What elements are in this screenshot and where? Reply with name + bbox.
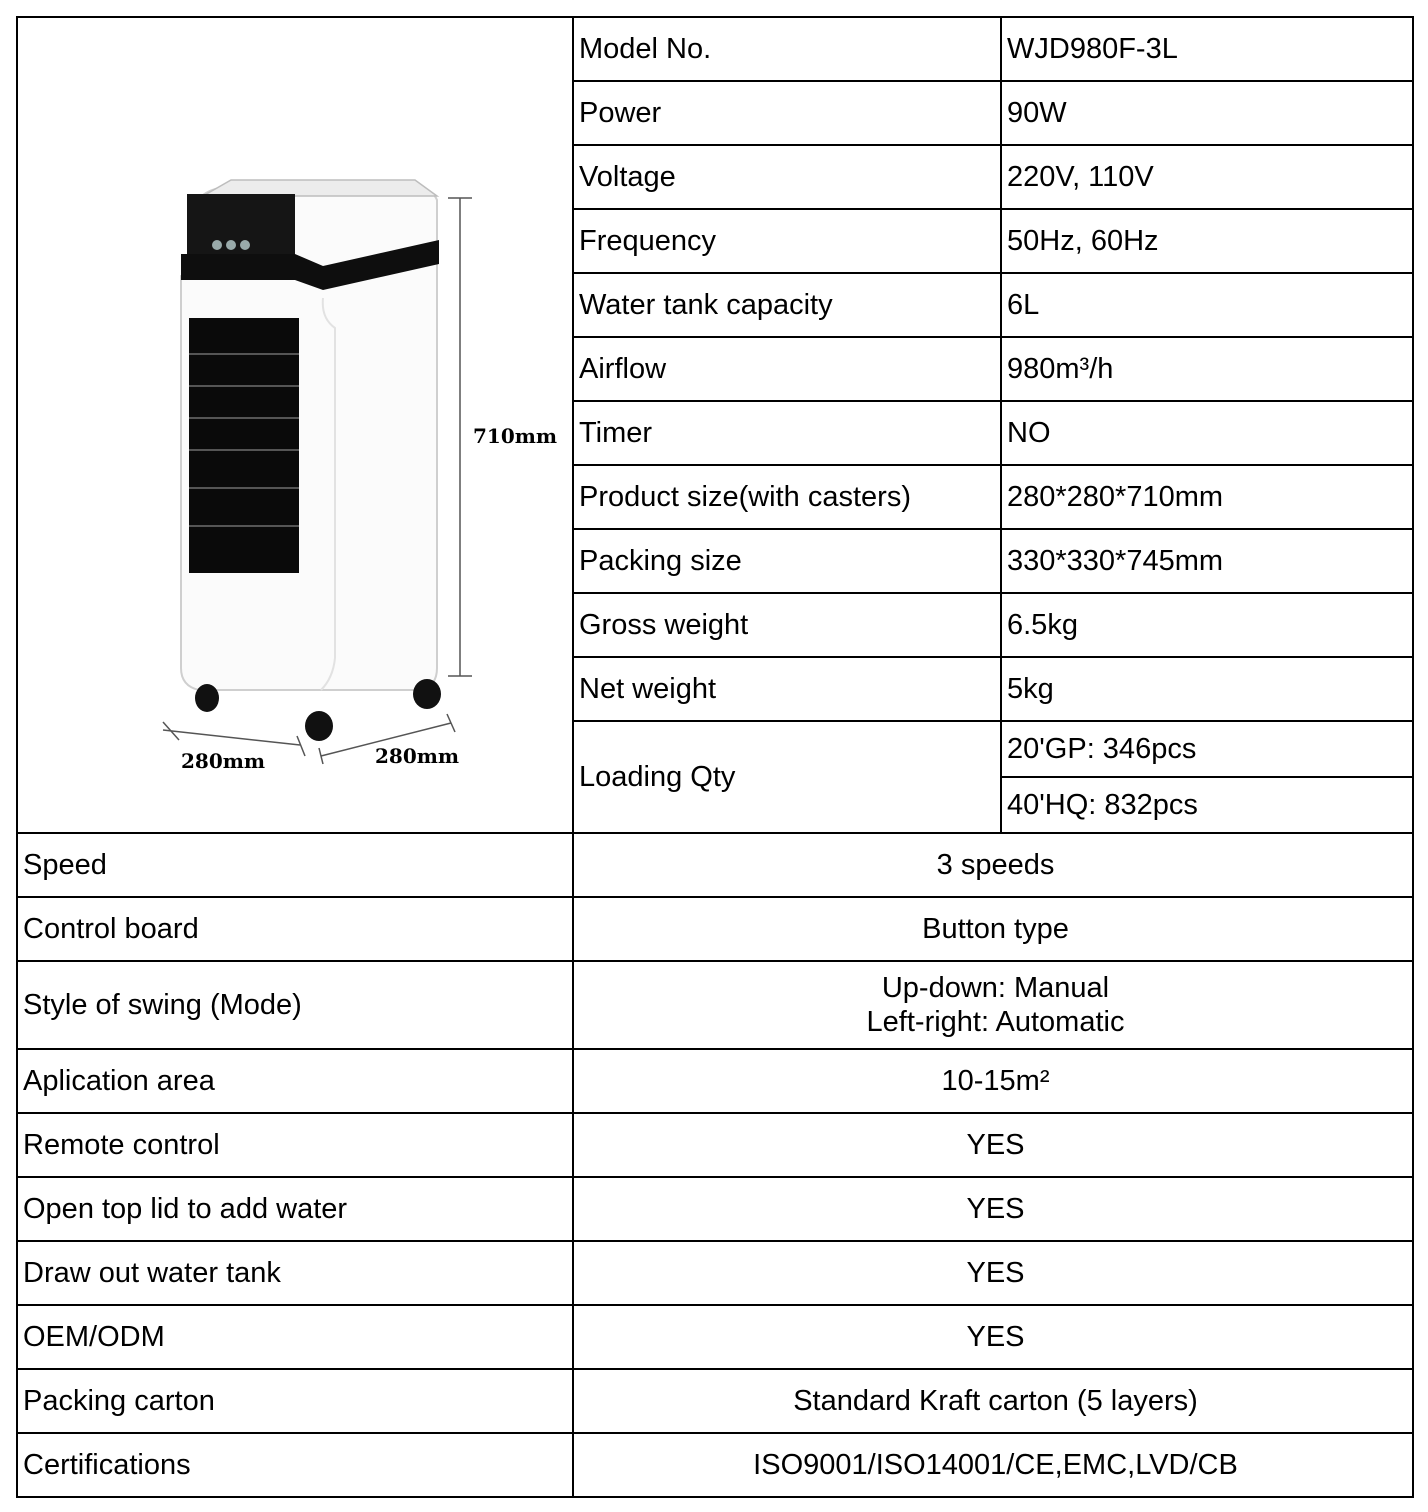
spec-value: 6.5kg xyxy=(1001,593,1413,657)
spec-label: Aplication area xyxy=(17,1049,573,1113)
spec-value: ISO9001/ISO14001/CE,EMC,LVD/CB xyxy=(573,1433,1413,1497)
spec-label: Certifications xyxy=(17,1433,573,1497)
spec-value: 5kg xyxy=(1001,657,1413,721)
spec-value: YES xyxy=(573,1241,1413,1305)
spec-label: Airflow xyxy=(573,337,1001,401)
swing-up-down: Up-down: Manual xyxy=(881,972,1110,1004)
spec-value: 6L xyxy=(1001,273,1413,337)
spec-value: Standard Kraft carton (5 layers) xyxy=(573,1369,1413,1433)
spec-label: Voltage xyxy=(573,145,1001,209)
spec-label: Loading Qty xyxy=(573,721,1001,833)
spec-value: 980m³/h xyxy=(1001,337,1413,401)
spec-value: 90W xyxy=(1001,81,1413,145)
spec-value: 330*330*745mm xyxy=(1001,529,1413,593)
spec-label: Remote control xyxy=(17,1113,573,1177)
spec-value: 40'HQ: 832pcs xyxy=(1001,777,1413,833)
spec-label: OEM/ODM xyxy=(17,1305,573,1369)
spec-row-application-area xyxy=(17,1049,1413,1113)
spec-value: Button type xyxy=(573,897,1413,961)
spec-row-top-lid xyxy=(17,1177,1413,1241)
spec-label: Control board xyxy=(17,897,573,961)
spec-value: 220V, 110V xyxy=(1001,145,1413,209)
swing-left-right: Left-right: Automatic xyxy=(866,1006,1125,1038)
spec-row-remote-control xyxy=(17,1113,1413,1177)
spec-label: Draw out water tank xyxy=(17,1241,573,1305)
spec-table xyxy=(16,16,1414,1498)
spec-value: YES xyxy=(573,1177,1413,1241)
spec-row-draw-out-tank xyxy=(17,1241,1413,1305)
spec-row-control-board xyxy=(17,897,1413,961)
spec-value: 3 speeds xyxy=(573,833,1413,897)
spec-value: YES xyxy=(573,1305,1413,1369)
spec-row-swing-style xyxy=(17,961,1413,1049)
product-image xyxy=(23,18,575,832)
spec-value: WJD980F-3L xyxy=(1001,17,1413,81)
width-right-dimension-label: 280mm xyxy=(375,744,460,768)
spec-label: Speed xyxy=(17,833,573,897)
spec-label: Frequency xyxy=(573,209,1001,273)
spec-row-model xyxy=(17,17,1413,81)
width-left-dimension-label: 280mm xyxy=(181,749,266,773)
spec-value: 50Hz, 60Hz xyxy=(1001,209,1413,273)
spec-label: Packing size xyxy=(573,529,1001,593)
spec-label: Product size(with casters) xyxy=(573,465,1001,529)
spec-label: Water tank capacity xyxy=(573,273,1001,337)
spec-value: 280*280*710mm xyxy=(1001,465,1413,529)
spec-label: Open top lid to add water xyxy=(17,1177,573,1241)
spec-label: Gross weight xyxy=(573,593,1001,657)
spec-label: Power xyxy=(573,81,1001,145)
spec-row-oem-odm xyxy=(17,1305,1413,1369)
spec-row-speed xyxy=(17,833,1413,897)
spec-row-packing-carton xyxy=(17,1369,1413,1433)
spec-label: Net weight xyxy=(573,657,1001,721)
spec-value: NO xyxy=(1001,401,1413,465)
height-dimension-label: 710mm xyxy=(473,424,558,448)
spec-label: Style of swing (Mode) xyxy=(17,961,573,1049)
spec-value: 10-15m² xyxy=(573,1049,1413,1113)
spec-row-certifications xyxy=(17,1433,1413,1497)
spec-label: Timer xyxy=(573,401,1001,465)
spec-label: Packing carton xyxy=(17,1369,573,1433)
spec-value: YES xyxy=(573,1113,1413,1177)
spec-value xyxy=(573,961,1413,1049)
product-image-cell xyxy=(17,17,573,833)
spec-value: 20'GP: 346pcs xyxy=(1001,721,1413,777)
spec-label: Model No. xyxy=(573,17,1001,81)
